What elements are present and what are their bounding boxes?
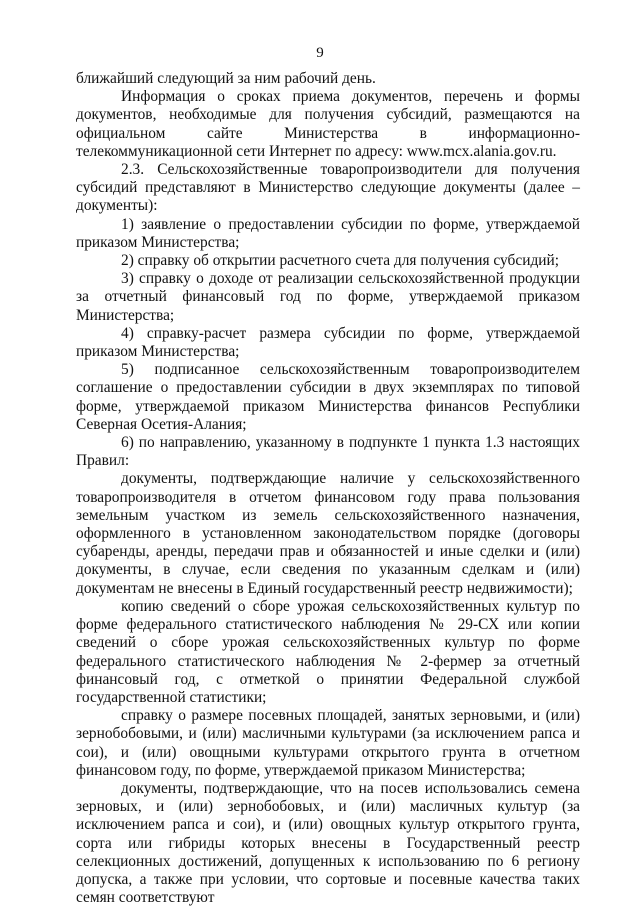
list-item-3: 3) справку о доходе от реализации сельскохозяйственной продукции за отчетный финансовый год по форме, утверждаемой приказом Министерства; [76, 270, 580, 324]
list-item-5: 5) подписанное сельскохозяйственным товаропроизводителем соглашение о предоставлении субсидии в двух экземплярах по типовой форме, утверждаемой приказом Министерства финансов Республики Северная Осетия-Алания; [76, 361, 580, 433]
list-item-4: 4) справку-расчет размера субсидии по форме, утверждаемой приказом Министерства; [76, 324, 580, 361]
paragraph-continuation: ближайший следующий за ним рабочий день. [76, 70, 376, 87]
paragraph-section-2-3: 2.3. Сельскохозяйственные товаропроизводители для получения субсидий представляют в Министерство следующие документы (далее – документы): [76, 161, 580, 215]
list-item-6: 6) по направлению, указанному в подпункте 1 пункта 1.3 настоящих Правил: [76, 434, 580, 470]
sub-item-seed-documents: документы, подтверждающие, что на посев использовались семена зерновых, и (или) зернобобовых, и (или) масличных культур (за исключением рапса и сои), и (или) овощных культур открытого грунта, сорта или гибриды которых внесены в Государственный реестр селекционных достижений, допущенных к использованию по 6 региону допуска, а также при условии, что сортовые и посевные качества таких семян соответствуют [76, 779, 580, 907]
page-number: 9 [316, 45, 324, 61]
list-item-2: 2) справку об открытии расчетного счета для получения субсидий; [121, 252, 560, 270]
paragraph-info-website: Информация о сроках приема документов, перечень и формы документов, необходимые для получения субсидий, размещаются на официальном сайте Министерства в информационно-телекоммуникационной сети Интернет по адресу: www.mcx.alania.gov.ru. [76, 88, 580, 160]
document-body [76, 70, 580, 907]
sub-item-land-documents: документы, подтверждающие наличие у сельскохозяйственного товаропроизводителя в отчетом финансовом году права пользования земельным участком из земель сельскохозяйственного назначения, оформленного в установленном законодательством порядке (договоры субаренды, аренды, передачи прав и обязанностей и иные сделки и (или) документы, в случае, если сведения по указанным сделкам и (или) документам не внесены в Единый государственный реестр недвижимости); [76, 470, 580, 597]
list-item-1: 1) заявление о предоставлении субсидии по форме, утверждаемой приказом Министерства; [76, 215, 580, 251]
sub-item-sown-area-certificate: справку о размере посевных площадей, занятых зерновыми, и (или) зернобобовыми, и (или) масличными культурами (за исключением рапса и сои), и (или) овощными культурами открытого грунта в отчетном финансовом году, по форме, утверждаемой приказом Министерства; [76, 707, 580, 779]
sub-item-harvest-statistics: копию сведений о сборе урожая сельскохозяйственных культур по форме федерального статистического наблюдения № 29-СХ или копии сведений о сборе урожая сельскохозяйственных культур по форме федерального статистического наблюдения № 2-фермер за отчетный финансовый год, с отметкой о принятии Федеральной службой государственной статистики; [76, 597, 580, 706]
